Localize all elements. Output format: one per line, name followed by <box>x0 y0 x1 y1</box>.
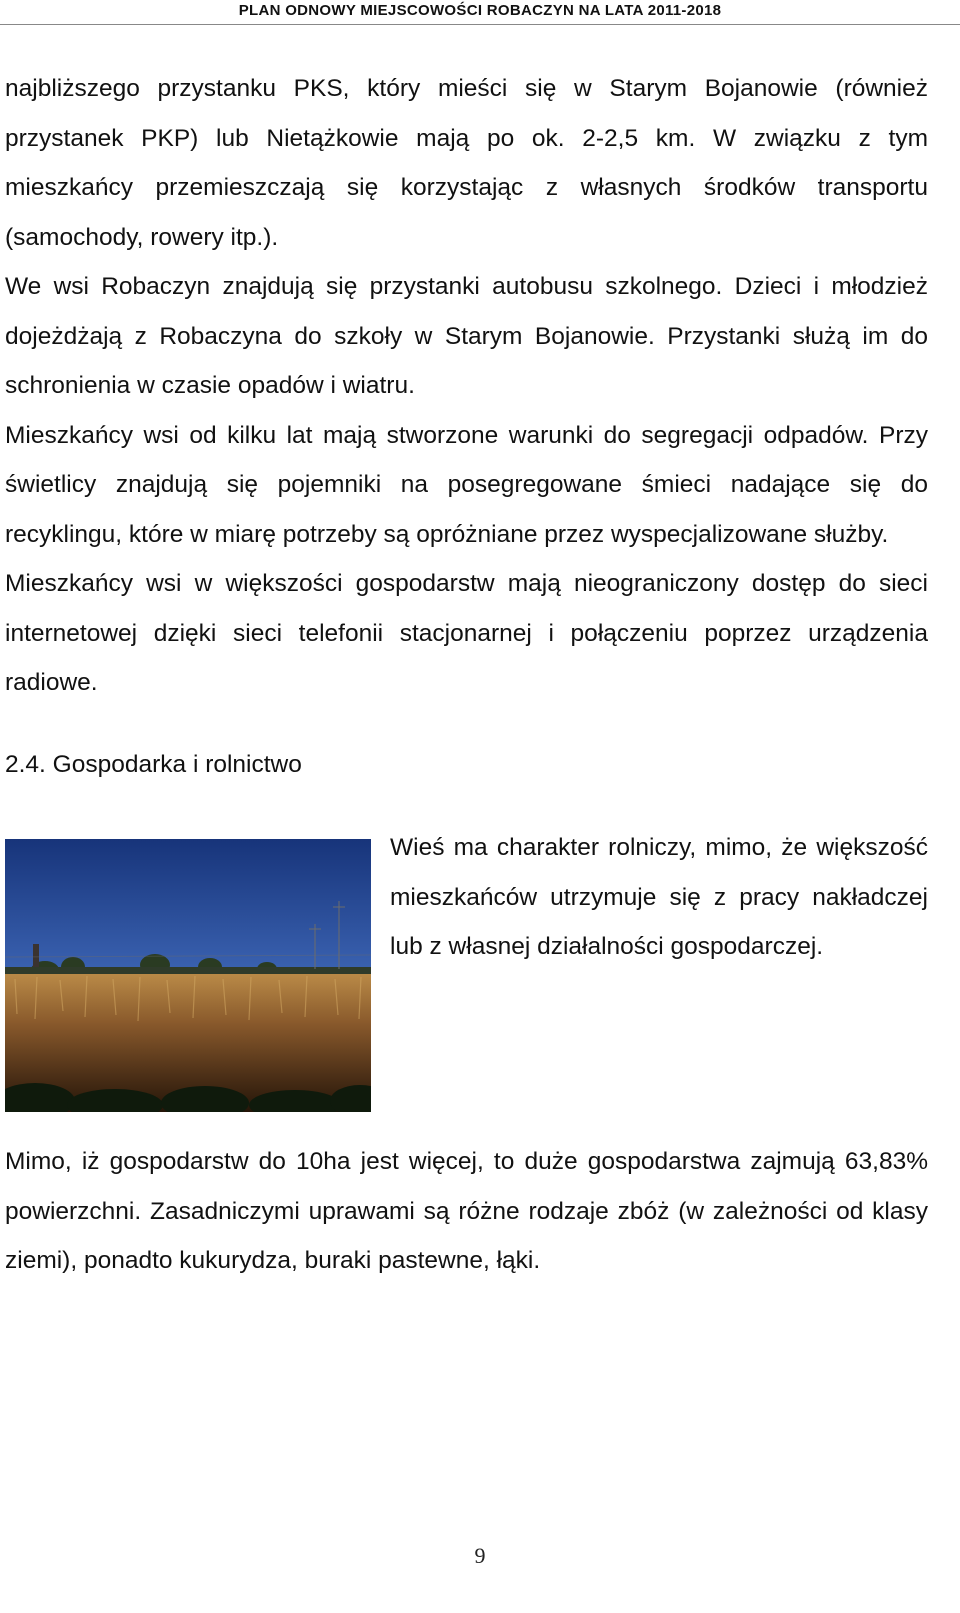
paragraph-farms: Mimo, iż gospodarstw do 10ha jest więcej, to duże gospodarstwa zajmują 63,83% powierzchni. Zasadniczymi uprawami są różne rodzaje zbóż (w zależności od klasy ziemi), ponadto kukurydza, buraki pastewne, łąki. <box>5 1148 928 1274</box>
paragraph-transport: najbliższego przystanku PKS, który mieści się w Starym Bojanowie (również przystanek PKP) lub Nietążkowie mają po ok. 2-2,5 km. W związku z tym mieszkańcy przemieszczają się korzystając z własnych środków transportu (samochody, rowery itp.). <box>5 75 928 251</box>
paragraph-internet-access: Mieszkańcy wsi w większości gospodarstw mają nieograniczony dostęp do sieci internetowej dzięki sieci telefonii stacjonarnej i połączeniu poprzez urządzenia radiowe. <box>5 570 928 696</box>
wheat-field-photo <box>5 839 371 1112</box>
paragraph-waste-segregation: Mieszkańcy wsi od kilku lat mają stworzone warunki do segregacji odpadów. Przy świetlicy znajdują się pojemniki na posegregowane śmieci nadające się do recyklingu, które w miarę potrzeby są opróżniane przez wyspecjalizowane służby. <box>5 421 928 548</box>
figure-side-text: Wieś ma charakter rolniczy, mimo, że większość mieszkańców utrzymuje się z pracy nakładczej lub z własnej działalności gospodarczej. <box>390 834 928 960</box>
page-number: 9 <box>474 1543 486 1568</box>
section-heading: 2.4. Gospodarka i rolnictwo <box>5 750 302 778</box>
figure-row <box>5 823 928 1101</box>
running-header: PLAN ODNOWY MIEJSCOWOŚCI ROBACZYN NA LATA 2011-2018 <box>238 2 722 19</box>
page-body <box>5 64 928 1286</box>
header-rule <box>0 24 960 25</box>
paragraph-school-bus: We wsi Robaczyn znajdują się przystanki autobusu szkolnego. Dzieci i młodzież dojeżdżają z Robaczyna do szkoły w Starym Bojanowie. Przystanki służą im do schronienia w czasie opadów i wiatru. <box>5 273 928 399</box>
